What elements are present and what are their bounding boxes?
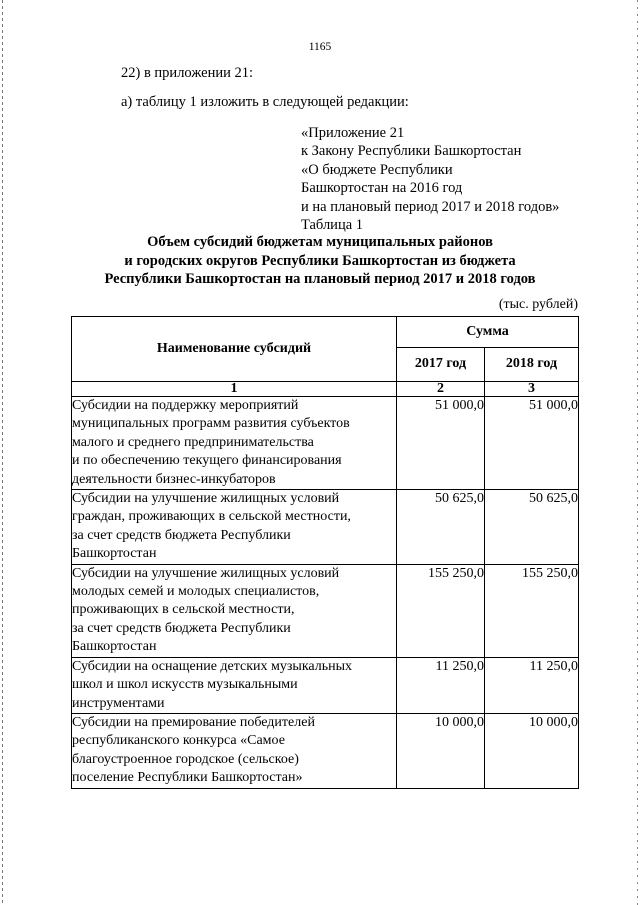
- subsidy-name-line: Субсидии на премирование победителей: [72, 714, 315, 730]
- amount-2017: 155 250,0: [397, 564, 485, 657]
- column-number: 2: [397, 382, 485, 397]
- subsidy-name-line: Башкортостан: [72, 639, 157, 655]
- subsidy-name-line: школ и школ искусств музыкальными: [72, 677, 298, 693]
- table-row: [72, 713, 579, 788]
- subsidy-name-line: деятельности бизнес-инкубаторов: [72, 471, 276, 487]
- table-title-line: Объем субсидий бюджетам муниципальных районов: [147, 234, 493, 250]
- subsidy-name-line: благоустроенное городское (сельское): [72, 751, 299, 767]
- appendix-line: к Закону Республики Башкортостан: [301, 143, 522, 160]
- units-label: (тыс. рублей): [498, 297, 578, 312]
- subsidy-name-line: поселение Республики Башкортостан»: [72, 770, 303, 786]
- amount-2018: 51 000,0: [485, 397, 579, 490]
- subsidy-name-line: Субсидии на поддержку мероприятий: [72, 398, 299, 413]
- amount-2017: 10 000,0: [397, 713, 485, 788]
- subsidies-table: [71, 316, 579, 789]
- subsidy-name-line: граждан, проживающих в сельской местности,: [72, 509, 351, 525]
- subsidy-name: [72, 657, 397, 713]
- amount-2018: 10 000,0: [485, 713, 579, 788]
- amount-2018: 11 250,0: [485, 657, 579, 713]
- header-year-2017: 2017 год: [397, 347, 485, 381]
- header-sum: Сумма: [397, 317, 579, 348]
- subsidy-name-line: Субсидии на оснащение детских музыкальных: [72, 658, 353, 674]
- appendix-line: «Приложение 21: [301, 125, 405, 141]
- subsidy-name: [72, 490, 397, 565]
- column-number: 1: [72, 382, 397, 397]
- subsidy-name-line: за счет средств бюджета Республики: [72, 527, 291, 543]
- subsidy-name: [72, 564, 397, 657]
- scan-edge-left: [2, 0, 3, 905]
- intro-line-1: 22) в приложении 21:: [121, 65, 254, 81]
- column-number: 3: [485, 382, 579, 397]
- subsidy-name-line: республиканского конкурса «Самое: [72, 733, 285, 749]
- subsidy-name-line: за счет средств бюджета Республики: [72, 620, 291, 636]
- subsidy-name-line: Субсидии на улучшение жилищных условий: [72, 491, 340, 507]
- amount-2018: 155 250,0: [485, 564, 579, 657]
- header-name: Наименование субсидий: [72, 317, 397, 382]
- table-title-line: Республики Башкортостан на плановый период 2017 и 2018 годов: [104, 271, 536, 288]
- table-title: [0, 233, 640, 289]
- subsidy-name-line: молодых семей и молодых специалистов,: [72, 584, 320, 600]
- subsidy-name-line: и по обеспечению текущего финансирования: [72, 453, 342, 469]
- scan-edge-right: [637, 0, 638, 905]
- subsidy-name-line: муниципальных программ развития субъектов: [72, 416, 350, 432]
- table-label: Таблица 1: [301, 217, 364, 234]
- header-year-2018: 2018 год: [485, 347, 579, 381]
- table-row: [72, 657, 579, 713]
- table-row: [72, 397, 579, 490]
- subsidy-name-line: Субсидии на улучшение жилищных условий: [72, 565, 340, 581]
- amount-2018: 50 625,0: [485, 490, 579, 565]
- table-row: [72, 564, 579, 657]
- subsidy-name-line: инструментами: [72, 695, 165, 711]
- table-title-line: и городских округов Республики Башкортостан из бюджета: [124, 252, 516, 269]
- appendix-line: Башкортостан на 2016 год: [301, 180, 463, 197]
- subsidy-name-line: малого и среднего предпринимательства: [72, 434, 314, 450]
- amount-2017: 50 625,0: [397, 490, 485, 565]
- appendix-header: [301, 124, 559, 234]
- subsidy-name: [72, 713, 397, 788]
- amount-2017: 11 250,0: [397, 657, 485, 713]
- subsidy-name-line: проживающих в сельской местности,: [72, 602, 295, 618]
- intro-line-2: а) таблицу 1 изложить в следующей редакции:: [121, 94, 409, 110]
- amount-2017: 51 000,0: [397, 397, 485, 490]
- appendix-line: «О бюджете Республики: [301, 161, 453, 178]
- page-number: 1165: [308, 41, 332, 53]
- appendix-line: и на плановый период 2017 и 2018 годов»: [301, 198, 560, 215]
- subsidy-name-line: Башкортостан: [72, 546, 157, 562]
- subsidy-name: [72, 397, 397, 490]
- table-row: [72, 490, 579, 565]
